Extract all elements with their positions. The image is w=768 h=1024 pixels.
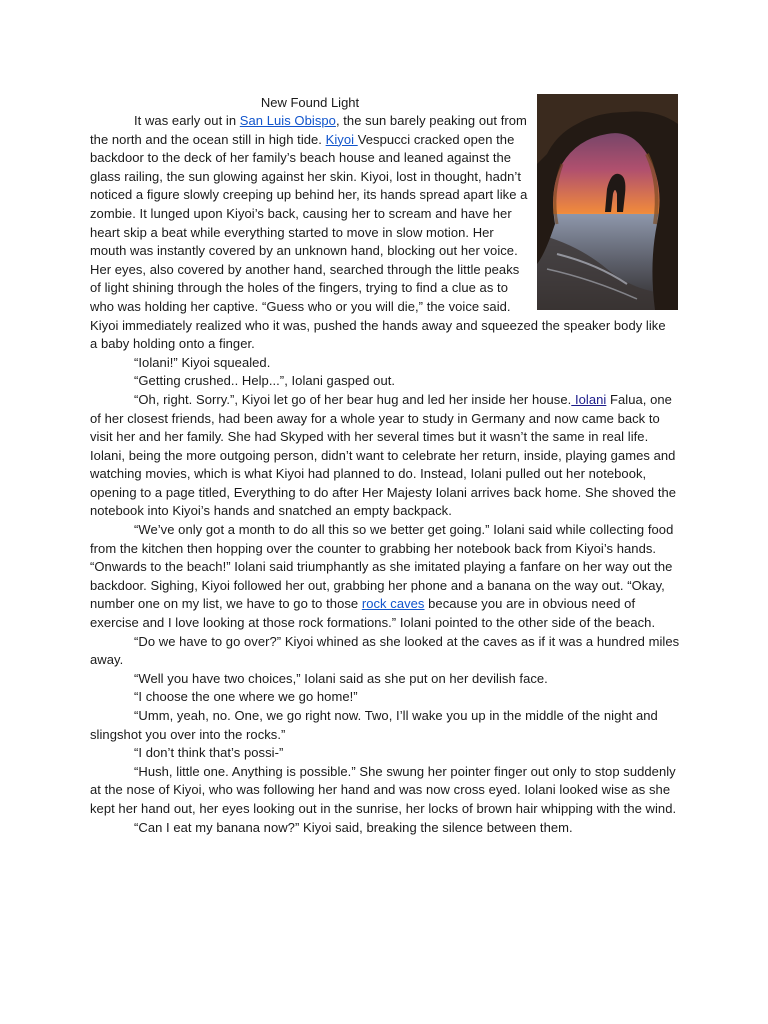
paragraph-7: “Well you have two choices,” Iolani said as she put on her devilish face.	[134, 670, 548, 686]
paragraph-4	[90, 391, 680, 521]
paragraph-1-text-a: It was early out in	[134, 113, 240, 128]
paragraph-4-text-b: Falua, one of her closest friends, had been away for a whole year to study in Germany and now came back to visit her and her family. She had Skyped with her several times but it wasn’t the same in real life. Iolani, being the more outgoing person, didn’t want to celebrate her return, inside, playing games and watching movies, which is what Kiyoi had planned to do. Instead, Iolani pulled out her notebook, opening to a page titled, Everything to do after Her Majesty Iolani arrives back home. She shoved the notebook into Kiyoi’s hands and snatched an empty backpack.	[90, 391, 677, 519]
paragraph-8: “I choose the one where we go home!”	[134, 689, 358, 705]
paragraph-1-text-c: Vespucci cracked open the backdoor to the deck of her family’s beach house and leaned against the glass railing, the sun glowing against her skin. Kiyoi, lost in thought, hadn’t noticed a figure slowly creeping up behind her, its hands spread apart like a zombie. It lunged upon Kiyoi’s back, causing her to scream and have her heart skip a beat while everything started to move in slow motion. Her mouth was instantly covered by an unknown hand, blocking out her voice. Her eyes, also covered by another hand, searched through the little peaks of light shining through the holes of the fingers, trying to find a clue as to who was holding her captive. “Guess who or you will die,” the voice said. Kiyoi immediately realized who it was, pushed the hands away and squeezed the speaker body like a baby holding onto a finger.	[90, 131, 666, 352]
san-luis-obispo-link[interactable]: San Luis Obispo	[239, 113, 336, 128]
paragraph-2: “Iolani!” Kiyoi squealed.	[134, 354, 271, 370]
paragraph-12: “Can I eat my banana now?” Kiyoi said, breaking the silence between them.	[134, 819, 573, 835]
paragraph-5-text-a: “We’ve only got a month to do all this so we better get going.” Iolani said while collecting food from the kitchen then hopping over the counter to grabbing her notebook back from Kiyoi’s hands. “Onwards to the beach!” Iolani said triumphantly as she imitated playing a fanfare on her way out the backdoor. Sighing, Kiyoi followed her out, grabbing her phone and a banana on the way out. “Okay, number one on my list, we have to go to those	[90, 522, 674, 612]
paragraph-3: “Getting crushed.. Help...”, Iolani gasped out.	[134, 373, 396, 389]
paragraph-4-text-a: “Oh, right. Sorry.”, Kiyoi let go of her bear hug and led her inside her house.	[134, 391, 572, 407]
story-body	[90, 112, 680, 837]
kiyoi-link[interactable]: Kiyoi	[325, 131, 358, 147]
paragraph-5-text-b: because you are in obvious need of exercise and I love looking at those rock formations.” Iolani pointed to the other side of the beach.	[90, 596, 656, 631]
paragraph-10: “I don’t think that’s possi-”	[134, 745, 284, 761]
paragraph-11: “Hush, little one. Anything is possible.” She swung her pointer finger out only to stop suddenly at the nose of Kiyoi, who was following her hand and was now cross eyed. Iolani looked wise as she kept her hand out, her eyes looking out in the sunrise, her locks of brown hair whipping with the wind.	[90, 763, 677, 816]
iolani-link[interactable]: Iolani	[571, 391, 607, 407]
paragraph-1-text-b: , the sun barely peaking out from the north and the ocean still in high tide.	[90, 113, 527, 147]
rock-caves-link[interactable]: rock caves	[361, 596, 425, 612]
document-title: New Found Light	[260, 95, 360, 110]
paragraph-5	[90, 521, 680, 633]
image-wrap-spacer	[532, 94, 680, 311]
paragraph-6: “Do we have to go over?” Kiyoi whined as she looked at the caves as if it was a hundred miles away.	[90, 633, 680, 668]
paragraph-9: “Umm, yeah, no. One, we go right now. Two, I’ll wake you up in the middle of the night and slingshot you over into the rocks.”	[90, 708, 658, 742]
